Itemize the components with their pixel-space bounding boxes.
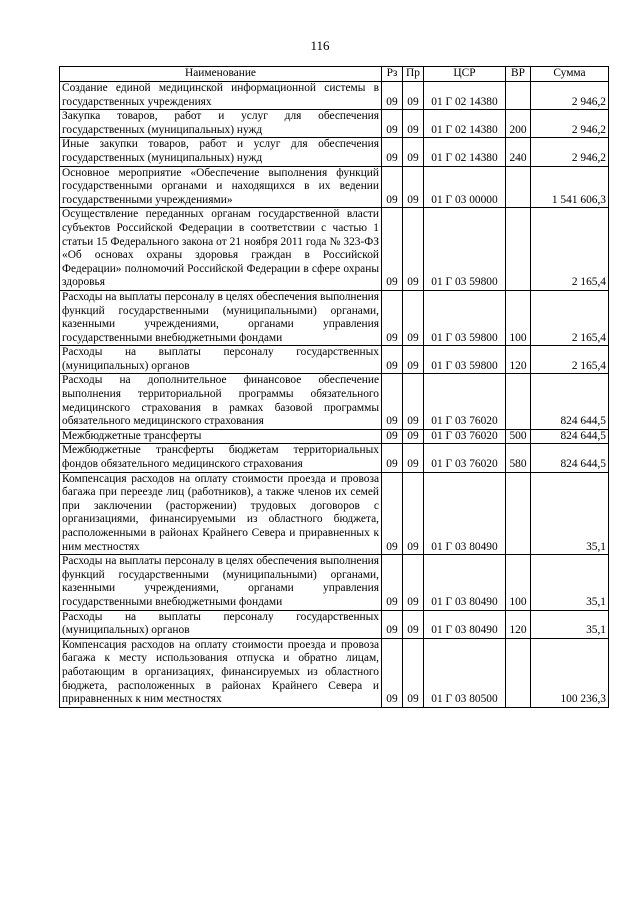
cell-sum: 100 236,3: [531, 638, 609, 707]
cell-pr: 09: [403, 110, 424, 138]
column-header-pr: Пр: [403, 67, 424, 82]
cell-sum: 35,1: [531, 610, 609, 638]
cell-vr: 120: [506, 610, 531, 638]
cell-csr: 01 Г 02 14380: [424, 82, 506, 110]
table-row: [60, 610, 609, 638]
cell-pr: 09: [403, 374, 424, 429]
cell-vr: [506, 82, 531, 110]
cell-vr: [506, 208, 531, 291]
cell-csr: 01 Г 03 80490: [424, 610, 506, 638]
column-header-csr: ЦСР: [424, 67, 506, 82]
cell-sum: 35,1: [531, 472, 609, 555]
cell-vr: [506, 472, 531, 555]
cell-rz: 09: [382, 82, 403, 110]
cell-csr: 01 Г 03 80500: [424, 638, 506, 707]
table-row: [60, 290, 609, 345]
cell-sum: 2 165,4: [531, 208, 609, 291]
cell-vr: 500: [506, 429, 531, 444]
cell-rz: 09: [382, 290, 403, 345]
cell-pr: 09: [403, 346, 424, 374]
table-row: [60, 429, 609, 444]
cell-csr: 01 Г 03 80490: [424, 472, 506, 555]
cell-pr: 09: [403, 610, 424, 638]
cell-sum: 1 541 606,3: [531, 166, 609, 208]
cell-csr: 01 Г 03 80490: [424, 555, 506, 610]
cell-rz: 09: [382, 374, 403, 429]
budget-table: [59, 66, 609, 708]
cell-rz: 09: [382, 138, 403, 166]
table-row: [60, 346, 609, 374]
cell-pr: 09: [403, 555, 424, 610]
cell-vr: 100: [506, 290, 531, 345]
table-row: [60, 110, 609, 138]
table-header-row: [60, 67, 609, 82]
cell-pr: 09: [403, 444, 424, 472]
cell-name: Расходы на выплаты персоналу в целях обеспечения выполнения функций государственными (муниципальными) органами, казенными учреждениями, органами управления государственными внебюджетными фондами: [60, 555, 382, 610]
cell-rz: 09: [382, 555, 403, 610]
cell-csr: 01 Г 03 76020: [424, 429, 506, 444]
cell-csr: 01 Г 03 59800: [424, 346, 506, 374]
cell-csr: 01 Г 03 76020: [424, 374, 506, 429]
cell-rz: 09: [382, 208, 403, 291]
cell-vr: [506, 374, 531, 429]
column-header-sum: Сумма: [531, 67, 609, 82]
cell-csr: 01 Г 02 14380: [424, 110, 506, 138]
cell-name: Расходы на выплаты персоналу в целях обеспечения выполнения функций государственными (муниципальными) органами, казенными учреждениями, органами управления государственными внебюджетными фондами: [60, 290, 382, 345]
cell-pr: 09: [403, 472, 424, 555]
cell-name: Компенсация расходов на оплату стоимости проезда и провоза багажа при переезде лиц (работников), а также членов их семей при заключении (расторжении) трудовых договоров с организациями, финансируемыми из областного бюджета, расположенными в районах Крайнего Севера и приравненных к ним местностях: [60, 472, 382, 555]
table-row: [60, 82, 609, 110]
cell-pr: 09: [403, 208, 424, 291]
column-header-rz: Рз: [382, 67, 403, 82]
table-row: [60, 138, 609, 166]
cell-csr: 01 Г 03 00000: [424, 166, 506, 208]
cell-csr: 01 Г 03 59800: [424, 290, 506, 345]
cell-sum: 824 644,5: [531, 374, 609, 429]
table-row: [60, 555, 609, 610]
column-header-name: Наименование: [60, 67, 382, 82]
cell-name: Расходы на выплаты персоналу государственных (муниципальных) органов: [60, 346, 382, 374]
cell-rz: 09: [382, 429, 403, 444]
cell-name: Осуществление переданных органам государственной власти субъектов Российской Федерации в соответствии с частью 1 статьи 15 Федерального закона от 21 ноября 2011 года № 323-ФЗ «Об основах охраны здоровья граждан в Российской Федерации» полномочий Российской Федерации в сфере охраны здоровья: [60, 208, 382, 291]
cell-vr: 200: [506, 110, 531, 138]
cell-sum: 824 644,5: [531, 429, 609, 444]
cell-vr: [506, 638, 531, 707]
cell-sum: 35,1: [531, 555, 609, 610]
cell-name: Иные закупки товаров, работ и услуг для обеспечения государственных (муниципальных) нужд: [60, 138, 382, 166]
cell-pr: 09: [403, 82, 424, 110]
cell-rz: 09: [382, 638, 403, 707]
cell-name: Расходы на дополнительное финансовое обеспечение выполнения территориальной программы обязательного медицинского страхования в рамках базовой программы обязательного медицинского страхования: [60, 374, 382, 429]
column-header-vr: ВР: [506, 67, 531, 82]
table-row: [60, 638, 609, 707]
cell-rz: 09: [382, 444, 403, 472]
table-row: [60, 444, 609, 472]
cell-sum: 824 644,5: [531, 444, 609, 472]
cell-name: Создание единой медицинской информационной системы в государственных учреждениях: [60, 82, 382, 110]
cell-pr: 09: [403, 166, 424, 208]
table-row: [60, 166, 609, 208]
cell-rz: 09: [382, 110, 403, 138]
table-row: [60, 472, 609, 555]
cell-name: Закупка товаров, работ и услуг для обеспечения государственных (муниципальных) нужд: [60, 110, 382, 138]
cell-sum: 2 946,2: [531, 138, 609, 166]
cell-name: Межбюджетные трансферты: [60, 429, 382, 444]
cell-pr: 09: [403, 429, 424, 444]
cell-sum: 2 165,4: [531, 346, 609, 374]
cell-vr: 580: [506, 444, 531, 472]
cell-vr: 240: [506, 138, 531, 166]
table-row: [60, 374, 609, 429]
cell-pr: 09: [403, 290, 424, 345]
cell-csr: 01 Г 02 14380: [424, 138, 506, 166]
cell-csr: 01 Г 03 59800: [424, 208, 506, 291]
cell-vr: [506, 166, 531, 208]
cell-csr: 01 Г 03 76020: [424, 444, 506, 472]
cell-rz: 09: [382, 346, 403, 374]
cell-name: Межбюджетные трансферты бюджетам территориальных фондов обязательного медицинского страхования: [60, 444, 382, 472]
cell-name: Основное мероприятие «Обеспечение выполнения функций государственными органами и находящихся в их ведении государственными учреждениями»: [60, 166, 382, 208]
cell-pr: 09: [403, 138, 424, 166]
cell-rz: 09: [382, 166, 403, 208]
cell-sum: 2 946,2: [531, 110, 609, 138]
table-row: [60, 208, 609, 291]
cell-rz: 09: [382, 472, 403, 555]
cell-pr: 09: [403, 638, 424, 707]
cell-rz: 09: [382, 610, 403, 638]
cell-vr: 120: [506, 346, 531, 374]
cell-sum: 2 165,4: [531, 290, 609, 345]
cell-vr: 100: [506, 555, 531, 610]
cell-sum: 2 946,2: [531, 82, 609, 110]
cell-name: Компенсация расходов на оплату стоимости проезда и провоза багажа к месту использования отпуска и обратно лицам, работающим в организациях, финансируемых из областного бюджета, расположенных в районах Крайнего Севера и приравненных к ним местностях: [60, 638, 382, 707]
cell-name: Расходы на выплаты персоналу государственных (муниципальных) органов: [60, 610, 382, 638]
page-number: 116: [310, 38, 330, 53]
